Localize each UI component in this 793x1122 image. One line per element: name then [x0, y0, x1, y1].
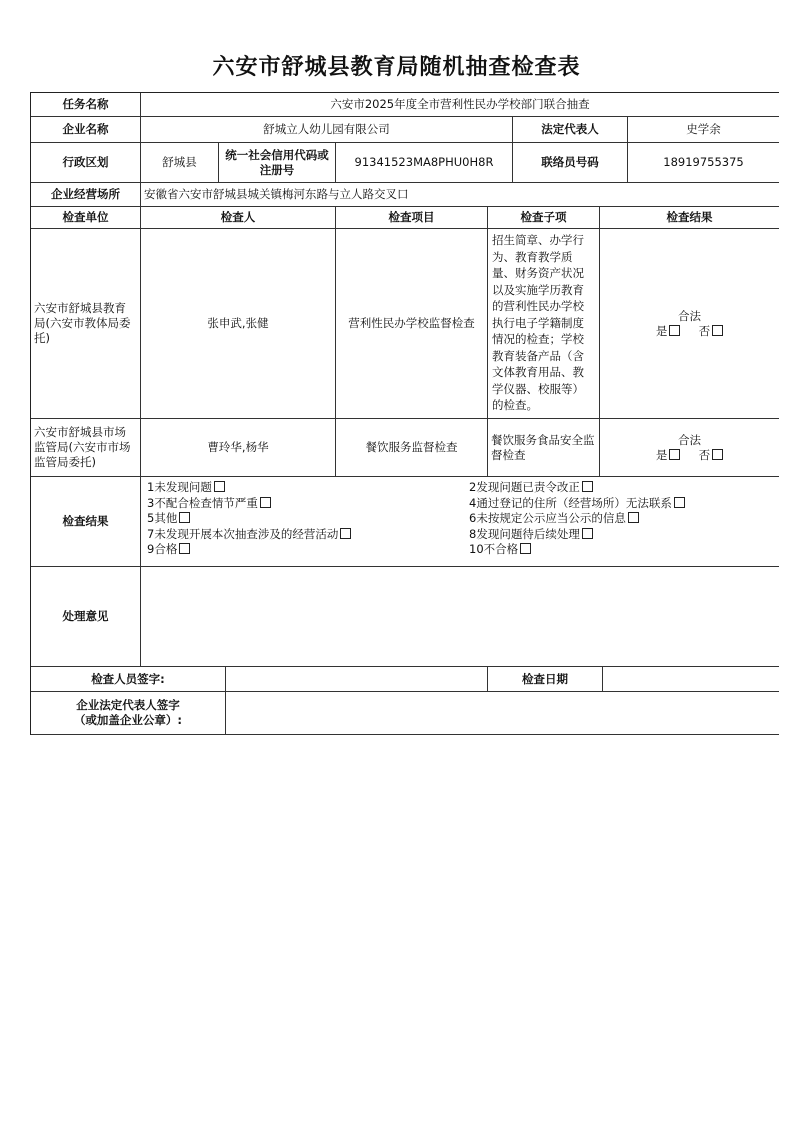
result-yes-label: 是: [655, 447, 668, 462]
value-contact: 18919755375: [663, 155, 744, 169]
table-row: [31, 419, 779, 477]
legal-sign-line-1: 企业法定代表人签字: [76, 698, 180, 712]
inspection-inspector: 张申武,张健: [141, 229, 336, 418]
option-checkbox[interactable]: [674, 497, 685, 508]
option-checkbox[interactable]: [214, 481, 225, 492]
inspection-unit: 六安市舒城县市场监管局(六安市市场监管局委托): [31, 419, 141, 476]
value-address: 安徽省六安市舒城县城关镇梅河东路与立人路交叉口: [144, 187, 409, 201]
row-company: [31, 117, 779, 143]
label-legal-sign: [31, 692, 226, 734]
value-legal-rep: 史学余: [686, 122, 721, 136]
row-task-name: [31, 93, 779, 117]
result-options-right: [469, 480, 773, 563]
list-item: 4通过登记的住所（经营场所）无法联系: [469, 496, 773, 512]
inspection-item: 营利性民办学校监督检查: [336, 229, 488, 418]
no-checkbox[interactable]: [712, 449, 723, 460]
result-no-label: 否: [698, 323, 711, 338]
label-contact: 联络员号码: [513, 143, 628, 182]
opinion-field[interactable]: [141, 567, 779, 666]
list-item: 8发现问题待后续处理: [469, 527, 773, 543]
yes-checkbox[interactable]: [669, 449, 680, 460]
inspection-unit: 六安市舒城县教育局(六安市教体局委托): [31, 229, 141, 418]
label-region: 行政区划: [31, 143, 141, 182]
legal-sign-line-2: （或加盖企业公章）:: [73, 713, 183, 727]
form-title: 六安市舒城县教育局随机抽查检查表: [212, 55, 581, 80]
option-checkbox[interactable]: [582, 528, 593, 539]
option-checkbox[interactable]: [582, 481, 593, 492]
header-subitem: 检查子项: [488, 207, 600, 228]
result-legal-label: 合法: [678, 308, 701, 323]
list-item: 2发现问题已责令改正: [469, 480, 773, 496]
label-inspect-date: 检查日期: [488, 667, 603, 691]
list-item: 3不配合检查情节严重: [147, 496, 469, 512]
inspection-subitem-cell: [488, 229, 600, 418]
option-checkbox[interactable]: [628, 512, 639, 523]
inspect-date-field[interactable]: [603, 667, 779, 691]
no-checkbox[interactable]: [712, 325, 723, 336]
result-yes-label: 是: [655, 323, 668, 338]
label-legal-rep: 法定代表人: [513, 117, 628, 142]
inspection-item: 餐饮服务监督检查: [336, 419, 488, 476]
inspection-subitem: 餐饮服务食品安全监督检查: [488, 419, 600, 476]
table-row: [31, 229, 779, 419]
row-legal-signature: [31, 692, 779, 735]
result-no-label: 否: [698, 447, 711, 462]
list-item: 5其他: [147, 511, 469, 527]
row-result-options: [31, 477, 779, 567]
value-company-name: 舒城立人幼儿园有限公司: [141, 117, 513, 142]
label-company-name: 企业名称: [31, 117, 141, 142]
label-opinion: 处理意见: [31, 567, 141, 666]
label-address: 企业经营场所: [31, 183, 141, 206]
row-signature: [31, 667, 779, 692]
result-options-grid: [141, 477, 779, 566]
list-item: 6未按规定公示应当公示的信息: [469, 511, 773, 527]
option-checkbox[interactable]: [340, 528, 351, 539]
option-checkbox[interactable]: [179, 512, 190, 523]
inspection-result: [600, 419, 779, 476]
header-item: 检查项目: [336, 207, 488, 228]
header-unit: 检查单位: [31, 207, 141, 228]
inspection-form-table: [30, 92, 779, 735]
list-item: 10不合格: [469, 542, 773, 558]
result-options-left: [147, 480, 469, 563]
inspection-inspector: 曹玲华,杨华: [141, 419, 336, 476]
option-checkbox[interactable]: [520, 543, 531, 554]
inspection-result: [600, 229, 779, 418]
label-inspector-sign: 检查人员签字:: [31, 667, 226, 691]
value-task-name: 六安市2025年度全市营利性民办学校部门联合抽查: [330, 97, 590, 111]
result-options: [141, 477, 779, 566]
list-item: 1未发现问题: [147, 480, 469, 496]
row-address: [31, 183, 779, 207]
header-inspector: 检查人: [141, 207, 336, 228]
label-credit-code: 统一社会信用代码或注册号: [219, 143, 336, 182]
result-choices: [656, 324, 723, 339]
row-opinion: [31, 567, 779, 667]
value-credit-code: 91341523MA8PHU0H8R: [336, 143, 513, 182]
list-item: 9合格: [147, 542, 469, 558]
option-checkbox[interactable]: [179, 543, 190, 554]
value-region: 舒城县: [141, 143, 219, 182]
row-region: [31, 143, 779, 183]
row-inspection-headers: [31, 207, 779, 229]
result-choices: [656, 448, 723, 463]
inspector-sign-field[interactable]: [226, 667, 488, 691]
result-legal-label: 合法: [678, 432, 701, 447]
inspection-subitem: 招生简章、办学行为、教育教学质量、财务资产状况以及实施学历教育的营利性民办学校执行电子学籍制度情况的检查；学校教育装备产品（含文体教育用品、教学仪器、校服等）的检查。: [492, 233, 584, 412]
option-checkbox[interactable]: [260, 497, 271, 508]
list-item: 7未发现开展本次抽查涉及的经营活动: [147, 527, 469, 543]
label-task-name: 任务名称: [31, 93, 141, 116]
label-result: 检查结果: [31, 477, 141, 566]
header-result: 检查结果: [666, 210, 713, 224]
yes-checkbox[interactable]: [669, 325, 680, 336]
legal-sign-field[interactable]: [226, 692, 779, 734]
